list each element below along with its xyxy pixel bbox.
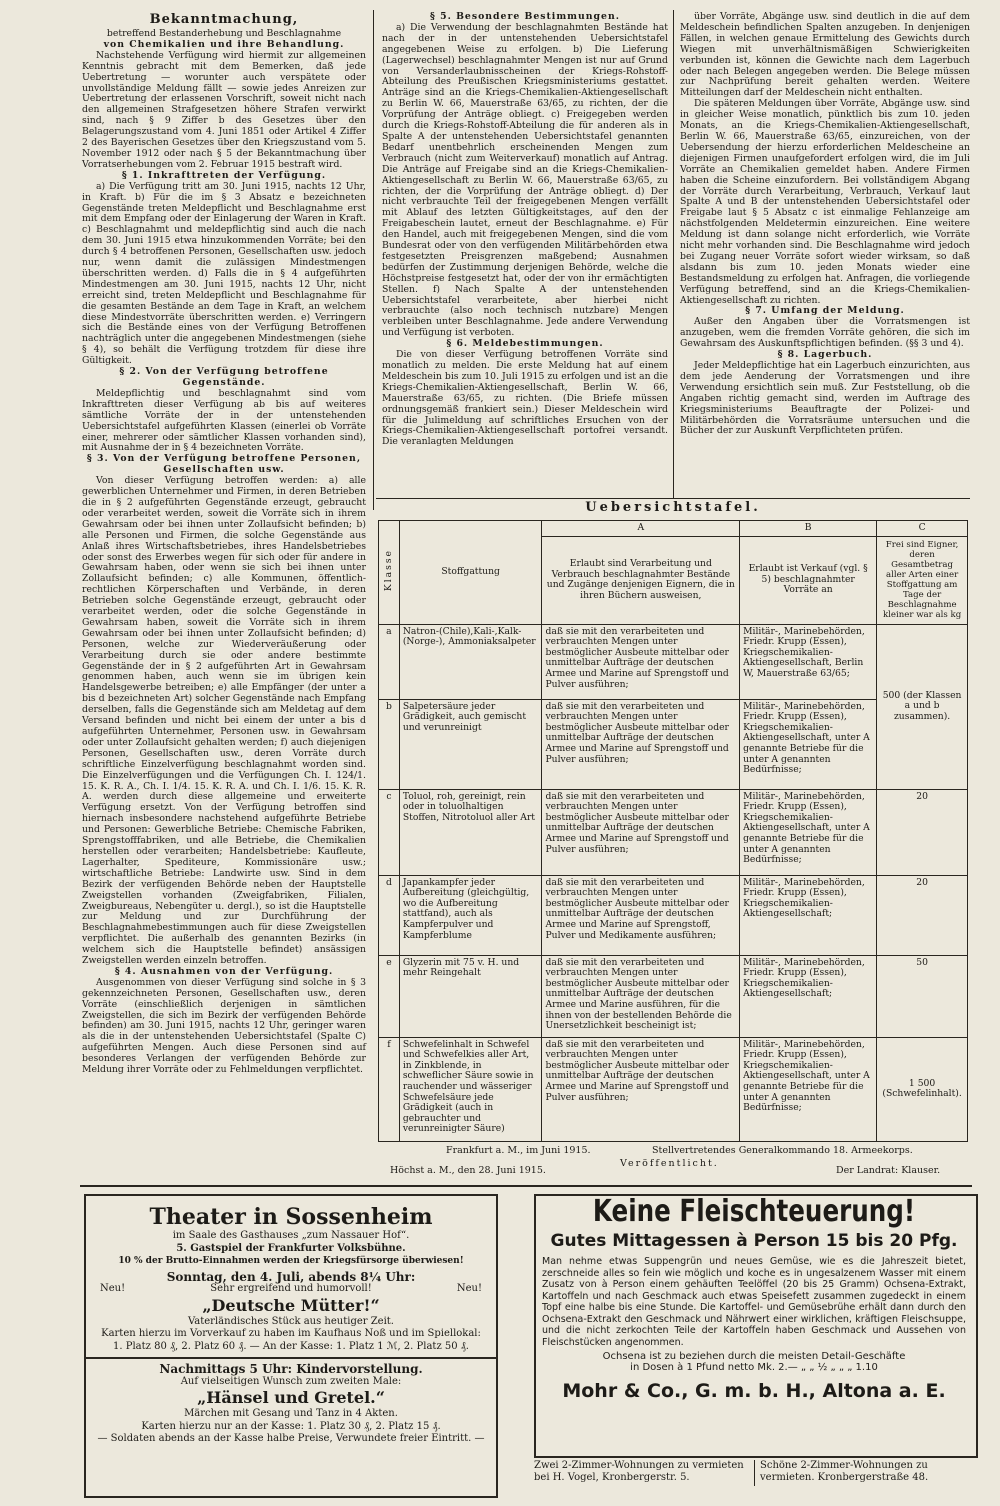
row-klasse: f xyxy=(379,1037,400,1141)
section-3-text: Von dieser Verfügung betroffen werden: a) alle gewerblichen Unternehmer und Firmen, in deren Betrieben die in § 2 aufgeführten Gegenstände erzeugt, gebraucht oder verarbeitet werden, soweit die Vorräte sich in ihrem Gewahrsam oder bei ihnen unter Zollaufsicht befinden; b) alle Personen und Firmen, die solche Gegenstände aus Anlaß ihres Wirtschaftsbetriebes, ihres Handelsbetriebes oder sonst des Erwerbes wegen für sich oder für andere in Gewahrsam haben, oder wenn sie sich bei ihnen unter Zollaufsicht befinden; c) alle Kommunen, öffentlich-rechtlichen Körperschaften und Verbände, in deren Betrieben solche Gegenstände erzeugt, gebraucht oder verarbeitet werden, oder die solche Gegenstände in Gewahrsam haben, soweit die Vorräte sich in ihrem Gewahrsam oder bei ihnen unter Zollaufsicht befinden; d) Personen, welche zur Wiederveräußerung oder Verarbeitung durch sie oder andere bestimmte Gegenstände der in § 2 aufgeführten Art in Gewahrsam genommen haben, auch wenn sie im übrigen kein Handelsgewerbe betreiben; e) alle Empfänger (der unter a bis d bezeichneten Art) solcher Gegenstände nach Empfang derselben, falls die Gegenstände sich am Meldetag auf dem Versand befinden und nicht bei einem der unter a bis d aufgeführten Unternehmer, Personen usw. in Gewahrsam oder unter Zollaufsicht gehalten werden; f) auch diejenigen Personen, Gesellschaften usw., deren Vorräte durch schriftliche Einzelverfügung beschlagnahmt worden sind. Die Einzelverfügungen und die Verfügungen Ch. I. 124/1. 15. K. R. A., Ch. I. 1/4. 15. K. R. A. und Ch. I. 1/6. 15. K. R. A. werden durch diese allgemeine und erweiterte Verfügung ersetzt. Von der Verfügung betroffen sind hiernach insbesondere nachstehend aufgeführte Betriebe und Personen: Gewerbliche Betriebe: Chemische Fabriken, Sprengstofffabriken, und alle Betriebe, die Chemikalien herstellen oder verarbeiten; Handelsbetriebe: Kaufleute, Lagerhalter, Spediteure, Kommissionäre usw.; wirtschaftliche Betriebe: Landwirte usw. Sind in dem Bezirk der verfügenden Behörde neben der Hauptstelle Zweigstellen vorhanden (Zweigfabriken, Filialen, Zweigbureaus, Nebengüter u. dergl.), so ist die Hauptstelle zur Meldung und zur Durchführung der Beschlagnahmebestimmungen auch für diese Zweigstellen verpflichtet. Die außerhalb des genannten Bezirks (in welchem sich die Hauptstelle befindet) ansässigen Zweigstellen werden einzeln betroffen. xyxy=(82,475,366,967)
row-b: Militär-, Marinebehörden, Friedr. Krupp (Essen), Kriegschemikalien-Aktiengesellschaft, unter A genannte Betriebe für die unter A genannten Bedürfnisse; xyxy=(740,1037,877,1141)
fleisch-availability: Ochsena ist zu beziehen durch die meisten Detail-Geschäfte xyxy=(602,1351,906,1362)
fleisch-price: in Dosen à 1 Pfund netto Mk. 2.— „ „ ½ „ „ „ 1.10 xyxy=(630,1362,878,1373)
col3-paragraph: über Vorräte, Abgänge usw. sind deutlich in die auf dem Meldeschein befindlichen Spalten anzugeben. In denjenigen Fällen, in welchen genaue Ermittelung des Gewichts durch Wiegen mit unverhältnismäßigen Schwierigkeiten verbunden ist, können die Gewichte nach dem Lagerbuch oder nach Belegen angegeben werden. Die Belege müssen zur Nachprüfung bereit gehalten werden. Weitere Mitteilungen darf der Meldeschein nicht enthalten. xyxy=(680,11,970,99)
table-header-b: Erlaubt ist Verkauf (vgl. § 5) beschlagnahmter Vorräte an xyxy=(740,536,877,624)
play2-subtitle: Märchen mit Gesang und Tanz in 4 Akten. xyxy=(184,1408,398,1419)
ergreifend-label: Sehr ergreifend und humorvoll! xyxy=(210,1283,372,1294)
table-row xyxy=(379,624,968,699)
row-c: 20 xyxy=(877,875,968,955)
play2-title: „Hänsel und Gretel.“ xyxy=(197,1388,385,1407)
fleisch-subheadline: Gutes Mittagessen à Person 15 bis 20 Pfg. xyxy=(550,1231,958,1251)
row-c: 1 500 (Schwefelinhalt). xyxy=(877,1037,968,1141)
neu-label: Neu! xyxy=(100,1283,126,1294)
theater-neu-line xyxy=(86,1283,496,1296)
column-1 xyxy=(82,12,366,1076)
theater-percent: 10 % der Brutto-Einnahmen werden der Kriegsfürsorge überwiesen! xyxy=(118,1256,464,1266)
column-3 xyxy=(680,12,970,437)
table-row xyxy=(379,955,968,1037)
row-c: 500 (der Klassen a und b zusammen). xyxy=(877,624,968,789)
table-header-klasse: Klasse xyxy=(379,521,400,625)
row-c: 20 xyxy=(877,789,968,875)
row-stoff: Natron-(Chile),Kali-,Kalk-(Norge-), Ammoniaksalpeter xyxy=(399,624,542,699)
fleisch-company: Mohr & Co., G. m. b. H., Altona a. E. xyxy=(562,1380,946,1402)
theater-guest: 5. Gastspiel der Frankfurter Volksbühne. xyxy=(176,1242,406,1254)
section-3-heading: § 3. Von der Verfügung betroffene Personen, Gesellschaften usw. xyxy=(86,453,362,476)
row-b: Militär-, Marinebehörden, Friedr. Krupp (Essen), Kriegschemikalien-Aktiengesellschaft; xyxy=(740,955,877,1037)
section-7-heading: § 7. Umfang der Meldung. xyxy=(745,305,905,317)
row-stoff: Salpetersäure jeder Grädigkeit, auch gemischt und verunreinigt xyxy=(399,699,542,789)
column-2 xyxy=(382,12,668,448)
fleisch-body: Man nehme etwas Suppengrün und neues Gemüse, wie es die Jahreszeit bietet, zerschneide alles so fein wie möglich und koche es in ungesalzenem Wasser mit einem Zusatz von à Person einem gehäuften Teelöffel (20 bis 25 Gramm) Ochsena-Extrakt, Kartoffeln und nach Geschmack auch etwas Speisefett zusammen zugedeckt in einem Topf eine halbe bis eine Stunde. Die Kartoffel- und Gemüsebrühe erhält dann durch den Ochsena-Extrakt den Geschmack und Nährwert einer wirklichen, kräftigen Fleischsuppe, und die nicht zerkochten Teile der Kartoffeln haben Geschmack und Aussehen von Fleischstücken angenommen. xyxy=(542,1256,966,1348)
col3-paragraph: Die späteren Meldungen über Vorräte, Abgänge usw. sind in gleicher Weise monatlich, pünktlich bis zum 10. jeden Monats, an die Kriegs-Chemikalien-Aktiengesellschaft, Berlin W. 66, Mauerstraße 63/65, einzureichen, von der Uebersendung der hierzu erforderlichen Meldescheine an diejenigen Firmen unaufgefordert erfolgen wird, die im Juli Vorräte an Chemikalien gemeldet haben. Andere Firmen haben die Scheine einzufordern. Bei vollständigem Abgang der Vorräte durch Verarbeitung, Verbrauch, Verkauf laut Spalte A und B der untenstehenden Uebersichtstafel oder Freigabe laut § 5 Absatz c ist einmalige Fehlanzeige am nächstfolgenden Meldetermin einzureichen. Eine weitere Meldung ist dann solange nicht erforderlich, wie Vorräte nicht mehr vorhanden sind. Die Beschlagnahme wird jedoch bei Zugang neuer Vorräte sofort wieder wirksam, so daß alsdann bis zum 10. jeden Monats wieder eine Bestandsmeldung zu erfolgen hat. Anfragen, die vorliegende Verfügung betreffend, sind an die Kriegs-Chemikalien-Aktiengesellschaft zu richten. xyxy=(680,98,970,306)
table-row xyxy=(379,789,968,875)
tickets2-line: Karten hierzu nur an der Kasse: 1. Platz 30 ₰, 2. Platz 15 ₰. xyxy=(141,1420,441,1432)
theater-date: Sonntag, den 4. Juli, abends 8¼ Uhr: xyxy=(166,1269,416,1284)
fleisch-headline: Keine Fleischteuerung! xyxy=(592,1194,916,1229)
section-divider xyxy=(80,1185,972,1187)
column-rule xyxy=(673,10,674,498)
table-header-a: Erlaubt sind Verarbeitung und Verbrauch beschlagnahmter Bestände und Zugänge denjenigen Eignern, die in ihren Büchern ausweisen, xyxy=(542,536,740,624)
ad-separator xyxy=(86,1357,496,1359)
table-row xyxy=(379,1037,968,1141)
kids-show-note: Auf vielseitigen Wunsch zum zweiten Male: xyxy=(180,1375,402,1387)
kids-show: Nachmittags 5 Uhr: Kindervorstellung. xyxy=(159,1362,423,1376)
play-title: „Deutsche Mütter!“ xyxy=(202,1295,380,1315)
table-header-c: Frei sind Eigner, deren Gesamtbetrag aller Arten einer Stoffgattung am Tage der Beschlagnahme kleiner war als kg xyxy=(877,536,968,624)
published-note: Veröffentlicht. xyxy=(620,1158,719,1169)
tickets-line: Karten hierzu im Vorverkauf zu haben im Kaufhaus Noß und im Spiellokal: xyxy=(101,1328,481,1339)
tickets-prices: 1. Platz 80 ₰, 2. Platz 60 ₰. — An der Kasse: 1. Platz 1 ℳ, 2. Platz 50 ₰. xyxy=(113,1340,469,1352)
ochsena-advertisement xyxy=(534,1194,974,1403)
small-ad-rule xyxy=(754,1460,755,1486)
table-top-rule xyxy=(376,498,970,499)
column-rule xyxy=(373,10,374,510)
theater-advertisement xyxy=(84,1194,498,1498)
notice-intro: Nachstehende Verfügung wird hiermit zur allgemeinen Kenntnis gebracht mit dem Bemerken, daß jede Uebertretung — worunter auch verspätete oder unvollständige Meldung fällt — sowie jedes Anreizen zur Uebertretung der erlassenen Vorschrift, soweit nicht nach den allgemeinen Strafgesetzen höhere Strafen verwirkt sind, nach § 9 Ziffer b des Gesetzes über den Belagerungszustand vom 4. Juni 1851 oder Artikel 4 Ziffer 2 des Bayerischen Gesetzes über den Kriegszustand vom 5. November 1912 oder nach § 5 der Bekanntmachung über Vorratserhebungen vom 2. Februar 1915 bestraft wird. xyxy=(82,49,366,170)
play-subtitle: Vaterländisches Stück aus heutiger Zeit. xyxy=(187,1315,394,1327)
row-a: daß sie mit den verarbeiteten und verbrauchten Mengen unter bestmöglicher Ausbeute mittelbar oder unmittelbar Aufträge der deutschen Armee und Marine auf Sprengstoff und Pulver ausführen; xyxy=(542,789,740,875)
row-a: daß sie mit den verarbeiteten und verbrauchten Mengen unter bestmöglicher Ausbeute mittelbar oder unmittelbar Aufträge der deutschen Armee und Marine ausführen, für die ihnen von der bestellenden Behörde die Unersetzlichkeit bescheinigt ist; xyxy=(542,955,740,1037)
notice-title: Bekanntmachung, xyxy=(149,12,299,27)
row-klasse: c xyxy=(379,789,400,875)
row-stoff: Toluol, roh, gereinigt, rein oder in toluolhaltigen Stoffen, Nitrotoluol aller Art xyxy=(399,789,542,875)
notice-subtitle: betreffend Bestanderhebung und Beschlagnahme xyxy=(106,28,342,39)
row-a: daß sie mit den verarbeiteten und verbrauchten Mengen unter bestmöglicher Ausbeute mittelbar oder unmittelbar Aufträge der deutschen Armee und Marine auf Sprengstoff und Pulver ausführen; xyxy=(542,1037,740,1141)
row-klasse: a xyxy=(379,624,400,699)
row-stoff: Japankampfer jeder Aufbereitung (gleichgültig, wo die Aufbereitung stattfand), auch als Kampferpulver und Kampferblume xyxy=(399,875,542,955)
section-1-heading: § 1. Inkrafttreten der Verfügung. xyxy=(121,169,327,181)
section-5-text: a) Die Verwendung der beschlagnahmten Bestände hat nach der in der untenstehenden Uebersichtstafel angegebenen Weise zu erfolgen. b) Die Lieferung (Lagerwechsel) beschlagnahmter Mengen ist nur auf Grund von Versanderlaubnisscheinen der Kriegs-Rohstoff-Abteilung des Preußischen Kriegsministeriums gestattet. Anträge sind an die Kriegs-Chemikalien-Aktiengesellschaft zu Berlin W. 66, Mauerstraße 63/65, zu richten, der die Vorprüfung der Anträge obliegt. c) Freigegeben werden durch die Kriegs-Rohstoff-Abteilung die für anderen als in Spalte A der untenstehenden Uebersichtstafel genannten Bedarf unentbehrlich erscheinenden Mengen zum Verbrauch (nicht zum Weiterverkauf) monatlich auf Antrag. Die Anträge auf Freigabe sind an die Kriegs-Chemikalien-Aktiengesellschaft zu Berlin W. 66, Mauerstraße 63/65, zu richten, der die Vorprüfung der Anträge obliegt. d) Der nicht verbrauchte Teil der freigegebenen Mengen verfällt mit Ablauf des letzten Gültigkeitstages, auf den der Freigabeschein lautet, erneut der Beschlagnahme. e) Für den Handel, auch mit freigegebenen Mengen, sind die vom Bundesrat oder von den verfügenden Militärbehörden etwa festgesetzten Preisgrenzen maßgebend; Ausnahmen bedürfen der Zustimmung derjenigen Behörde, welche die Höchstpreise festgesetzt hat, oder der von ihr ermächtigten Stellen. f) Nach Spalte A der untenstehenden Uebersichtstafel verarbeitete, aber hierbei nicht verbrauchte (also noch technisch nutzbare) Mengen verbleiben unter Beschlagnahme. Jede andere Verwendung und Verfügung ist verboten. xyxy=(382,21,668,339)
row-a: daß sie mit den verarbeiteten und verbrauchten Mengen unter bestmöglicher Ausbeute mittelbar oder unmittelbar Aufträge der deutschen Armee und Marine auf Sprengstoff und Pulver ausführen; xyxy=(542,699,740,789)
row-b: Militär-, Marinebehörden, Friedr. Krupp (Essen), Kriegschemikalien-Aktiengesellschaft, unter A genannte Betriebe für die unter A genannten Bedürfnisse; xyxy=(740,699,877,789)
section-1-text: a) Die Verfügung tritt am 30. Juni 1915, nachts 12 Uhr, in Kraft. b) Für die im § 3 Absatz e bezeichneten Gegenstände treten Meldepflicht und Beschlagnahme erst mit dem Empfang oder der Einlagerung der Waren in Kraft. c) Beschlagnahmt und meldepflichtig sind auch die nach dem 30. Juni 1915 etwa hinzukommenden Vorräte; bei den durch § 4 betroffenen Personen, Gesellschaften usw. jedoch nur, wenn damit die zulässigen Mindestmengen überschritten werden. d) Falls die in § 4 aufgeführten Mindestmengen am 30. Juni 1915, nachts 12 Uhr, nicht erreicht sind, treten Meldepflicht und Beschlagnahme für die gesamten Bestände an dem Tage in Kraft, an welchem diese Mindestvorräte überschritten werden. e) Verringern sich die Bestände eines von der Verfügung Betroffenen nachträglich unter die angegebenen Mindestmengen (siehe § 4), so behält die Verfügung trotzdem für diese ihre Gültigkeit. xyxy=(82,180,366,367)
section-4-text: Ausgenommen von dieser Verfügung sind solche in § 3 gekennzeichneten Personen, Gesellschaften usw., deren Vorräte (einschließlich derjenigen in sämtlichen Zweigstellen, die sich im Bezirk der verfügenden Behörde befinden) am 30. Juni 1915, nachts 12 Uhr, geringer waren als die in der untenstehenden Uebersichtstafel (Spalte C) aufgeführten Mengen. Auch diese Personen sind auf besonderes Verlangen der verfügenden Behörde zur Meldung ihrer Vorräte oder zu Fehlmeldungen verpflichtet. xyxy=(82,976,366,1076)
section-8-heading: § 8. Lagerbuch. xyxy=(777,349,873,361)
row-klasse: b xyxy=(379,699,400,789)
small-ad-left: Zwei 2-Zimmer-Wohnungen zu vermieten bei H. Vogel, Kronbergerstr. 5. xyxy=(534,1460,744,1483)
row-klasse: d xyxy=(379,875,400,955)
row-b: Militär-, Marinebehörden, Friedr. Krupp (Essen), Kriegschemikalien-Aktiengesellschaft, Berlin W, Mauerstraße 63/65; xyxy=(740,624,877,699)
row-klasse: e xyxy=(379,955,400,1037)
row-stoff: Schwefelinhalt in Schwefel und Schwefelkies aller Art, in Zinkblende, in schweflicher Säure sowie in rauchender und wässeriger Schwefelsäure jede Grädigkeit (auch in gebrauchter und verunreinigter Säure) xyxy=(399,1037,542,1141)
table-col-c: C xyxy=(877,521,968,537)
theater-venue: im Saale des Gasthauses „zum Nassauer Hof“. xyxy=(172,1230,410,1241)
section-5-heading: § 5. Besondere Bestimmungen. xyxy=(430,11,620,22)
neu-label: Neu! xyxy=(456,1283,482,1294)
section-4-heading: § 4. Ausnahmen von der Verfügung. xyxy=(114,965,334,977)
section-8-text: Jeder Meldepflichtige hat ein Lagerbuch einzurichten, aus dem jede Aenderung der Vorratsmengen und ihre Verwendung ersichtlich sein muß. Zur Feststellung, ob die Angaben richtig gemacht sind, werden im Auftrage des Kriegsministeriums Beauftragte der Polizei- und Militärbehörden die Vorratsräume untersuchen und die Bücher der zur Auskunft Verpflichteten prüfen. xyxy=(680,360,970,437)
section-7-text: Außer den Angaben über die Vorratsmengen ist anzugeben, wem die fremden Vorräte gehören, die sich im Gewahrsam des Auskunftspflichtigen befinden. (§§ 3 und 4). xyxy=(680,316,970,350)
tickets2-note: — Soldaten abends an der Kasse halbe Preise, Verwundete freier Eintritt. — xyxy=(97,1433,485,1444)
table-row xyxy=(379,875,968,955)
notice-subtitle-2: von Chemikalien und ihre Behandlung. xyxy=(103,38,345,50)
row-b: Militär-, Marinebehörden, Friedr. Krupp (Essen), Kriegschemikalien-Aktiengesellschaft, unter A genannte Betriebe für die unter A genannten Bedürfnisse; xyxy=(740,789,877,875)
place-date: Frankfurt a. M., im Juni 1915. xyxy=(446,1145,591,1156)
row-stoff: Glyzerin mit 75 v. H. und mehr Reingehalt xyxy=(399,955,542,1037)
table-header-stoff: Stoffgattung xyxy=(399,521,542,625)
table-col-b: B xyxy=(740,521,877,537)
hoechst-date: Höchst a. M., den 28. Juni 1915. xyxy=(390,1165,546,1176)
row-c: 50 xyxy=(877,955,968,1037)
table-col-a: A xyxy=(542,521,740,537)
section-6-heading: § 6. Meldebestimmungen. xyxy=(446,338,604,350)
small-ad-right: Schöne 2-Zimmer-Wohnungen zu vermieten. Kronbergerstraße 48. xyxy=(760,1460,929,1483)
command-signature: Stellvertretendes Generalkommando 18. Armeekorps. xyxy=(652,1145,913,1156)
overview-table xyxy=(378,520,968,1142)
section-6-text: Die von dieser Verfügung betroffenen Vorräte sind monatlich zu melden. Die erste Meldung hat auf einem Meldeschein bis zum 10. Juli 1915 zu erfolgen und ist an die Kriegs-Chemikalien-Aktiengesellschaft, Berlin W. 66, Mauerstraße 63/65, zu richten. (Die Briefe müssen ordnungsgemäß frankiert sein.) Dieser Meldeschein wird für die Julimeldung auf schriftliches Ersuchen von der Kriegs-Chemikalien-Aktiengesellschaft portofrei versandt. Die veranlagten Meldungen xyxy=(382,349,668,448)
theater-title: Theater in Sossenheim xyxy=(149,1204,433,1230)
row-a: daß sie mit den verarbeiteten und verbrauchten Mengen unter bestmöglicher Ausbeute mittelbar oder unmittelbar Aufträge der deutschen Armee und Marine auf Sprengstoff und Pulver ausführen; xyxy=(542,624,740,699)
row-a: daß sie mit den verarbeiteten und verbrauchten Mengen unter bestmöglicher Ausbeute mittelbar oder unmittelbar Aufträge der deutschen Armee und Marine auf Sprengstoff, Pulver und Medikamente ausführen; xyxy=(542,875,740,955)
landrat-signature: Der Landrat: Klauser. xyxy=(836,1165,941,1176)
section-2-heading: § 2. Von der Verfügung betroffene Gegenstände. xyxy=(119,366,329,388)
row-b: Militär-, Marinebehörden, Friedr. Krupp (Essen), Kriegschemikalien-Aktiengesellschaft; xyxy=(740,875,877,955)
table-title: Uebersichtstafel. xyxy=(585,500,761,515)
section-2-text: Meldepflichtig und beschlagnahmt sind vom Inkrafttreten dieser Verfügung ab bis auf weiteres sämtliche Vorräte der in der untenstehenden Uebersichtstafel aufgeführten Klassen (einerlei ob Vorräte einer, mehrerer oder sämtlicher Klassen vorhanden sind), mit Ausnahme der in § 4 bezeichneten Vorräte. xyxy=(82,387,366,454)
